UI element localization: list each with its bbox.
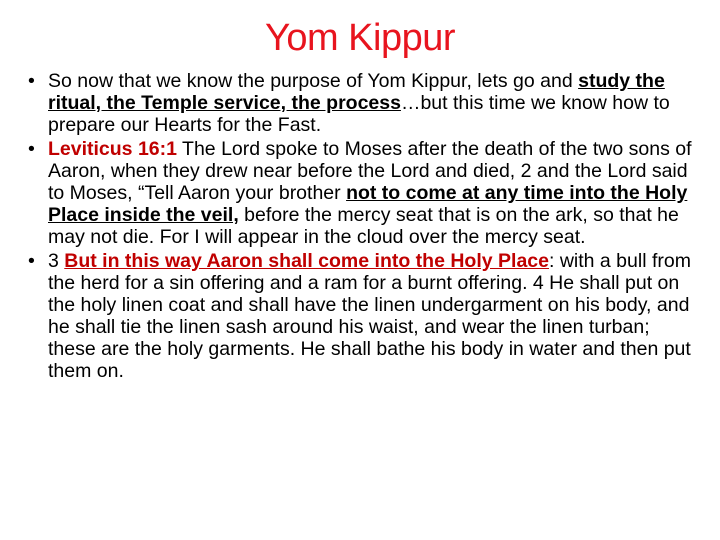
bullet-dot-icon: • (28, 250, 35, 272)
bullet-item-3 (28, 250, 692, 382)
bullet-2-emphasis: not to come at any time into the Holy Place inside the veil, (48, 182, 688, 226)
bullet-3-emphasis: But in this way Aaron shall come into the Holy Place (64, 250, 549, 272)
bullet-item-1 (28, 70, 692, 136)
bullet-item-2 (28, 138, 692, 248)
scripture-reference: Leviticus 16:1 (48, 138, 177, 160)
bullet-1-emphasis: study the ritual, the Temple service, the process (48, 70, 665, 114)
bullet-dot-icon: • (28, 138, 35, 160)
bullet-2-text: The Lord spoke to Moses after the death of the two sons of Aaron, when they drew near before the Lord and died, 2 and the Lord said to Moses, “Tell Aaron your brother (48, 138, 692, 204)
bullet-1-text-end: …but this time we know how to prepare our Hearts for the Fast. (48, 92, 670, 136)
verse-number: 3 (48, 250, 65, 272)
bullet-list (28, 70, 692, 384)
bullet-dot-icon: • (28, 70, 35, 92)
bullet-1-text: So now that we know the purpose of Yom Kippur, lets go and (48, 70, 579, 92)
bullet-3-text: : with a bull from the herd for a sin offering and a ram for a burnt offering. 4 He shall put on the holy linen coat and shall have the linen undergarment on his body, and he shall tie the linen sash around his waist, and wear the linen turban; these are the holy garments. He shall bathe his body in water and then put them on. (48, 250, 691, 382)
bullet-2-text-end: before the mercy seat that is on the ark, so that he may not die. For I will appear in the cloud over the mercy seat. (48, 204, 679, 248)
slide-title: Yom Kippur (264, 17, 456, 59)
